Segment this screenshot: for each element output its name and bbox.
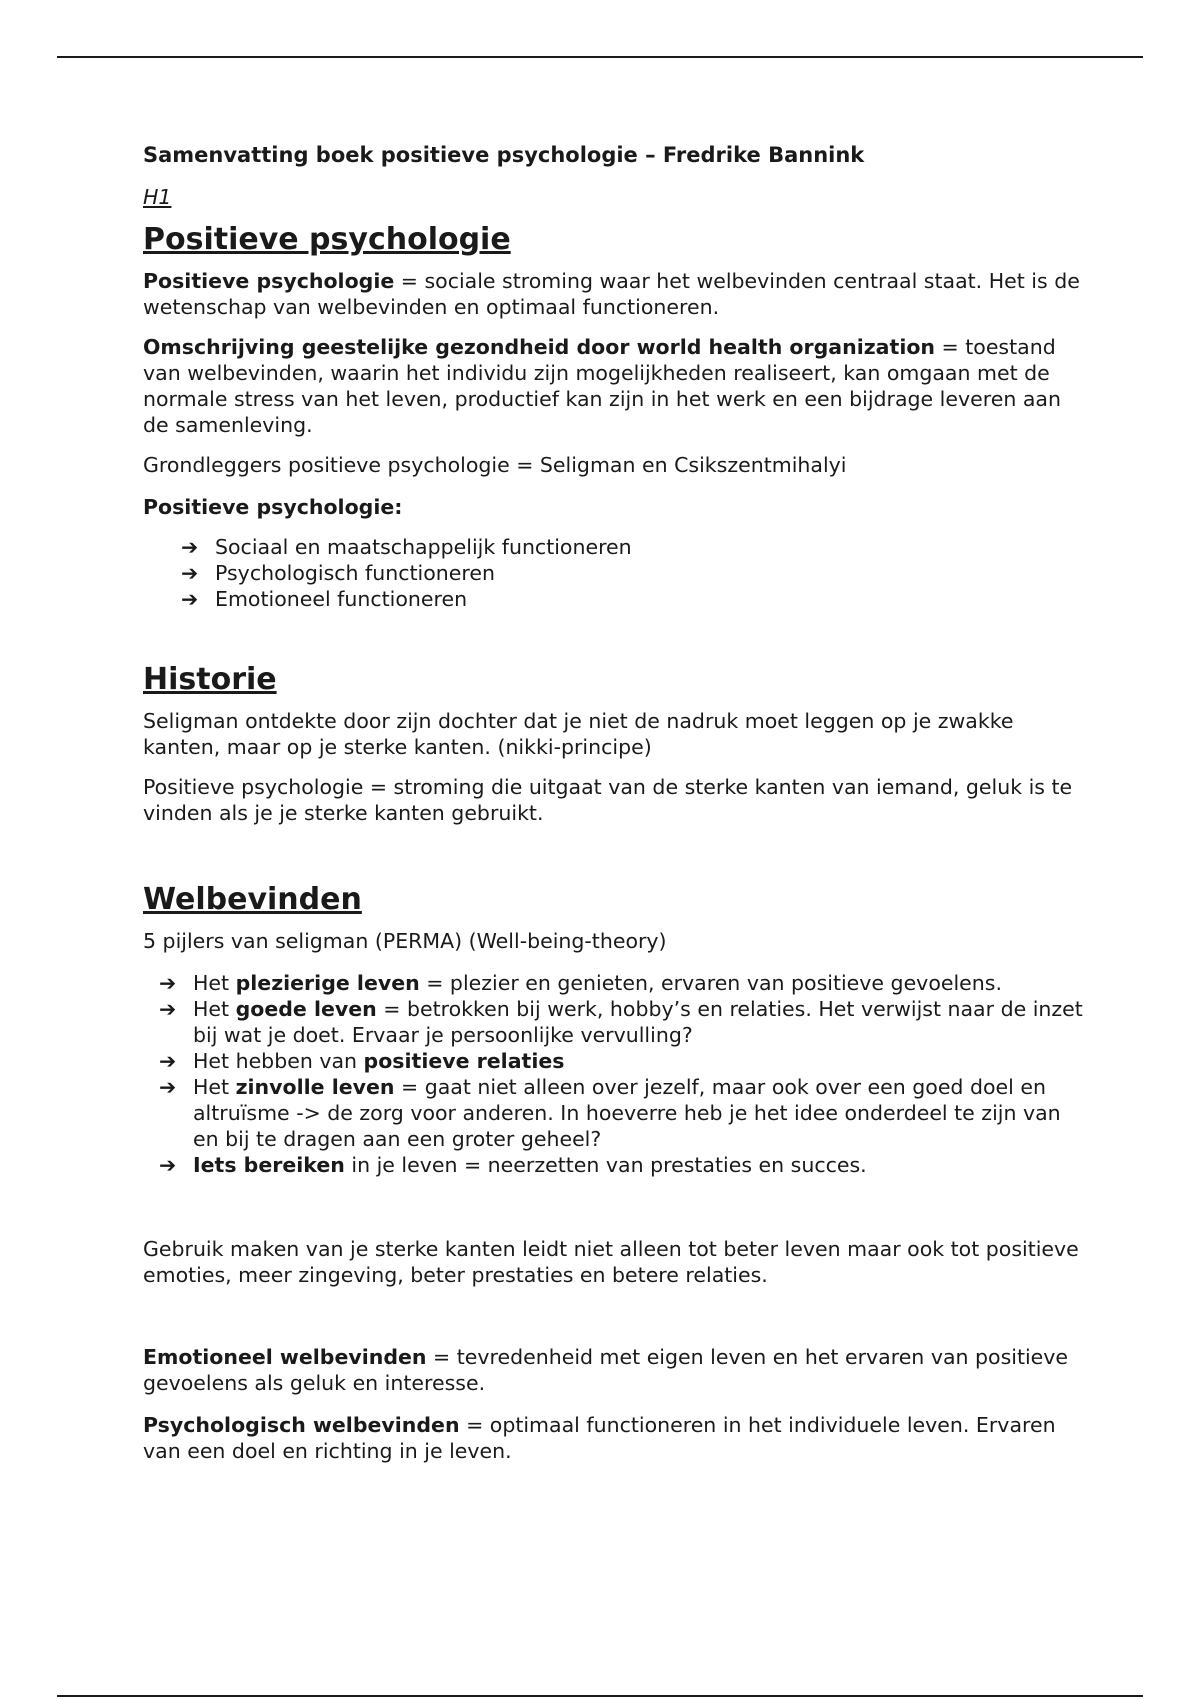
arrow-icon: ➔: [159, 997, 177, 1021]
arrow-icon: ➔: [181, 535, 199, 559]
strengths-paragraph: Gebruik maken van je sterke kanten leidt niet alleen tot beter leven maar ook tot positieve emoties, meer zingeving, beter prestaties en betere relaties.: [143, 1237, 1079, 1287]
historie-paragraph-1: Seligman ontdekte door zijn dochter dat je niet de nadruk moet leggen op je zwakke kanten, maar op je sterke kanten. (nikki-principe): [143, 709, 1014, 759]
list-title: Positieve psychologie:: [143, 495, 403, 519]
definition-emotioneel: [143, 1344, 1083, 1396]
arrow-icon: ➔: [181, 587, 199, 611]
definition-psychologisch: [143, 1412, 1083, 1464]
term: Positieve psychologie: [143, 269, 395, 293]
arrow-icon: ➔: [159, 1153, 177, 1177]
list-item: ➔ Iets bereiken in je leven = neerzetten van prestaties en succes.: [159, 1153, 867, 1177]
document-body: [143, 140, 1083, 1464]
heading-positieve-psychologie: Positieve psychologie: [143, 222, 511, 257]
arrow-icon: ➔: [159, 1049, 177, 1073]
document-title: Samenvatting boek positieve psychologie – Fredrike Bannink: [143, 143, 865, 167]
footer-rule: [57, 1695, 1143, 1697]
list-item: ➔ Psychologisch functioneren: [181, 561, 495, 585]
perma-list: [143, 970, 1083, 1178]
term: Omschrijving geestelijke gezondheid door world health organization: [143, 335, 936, 359]
definition-who: [143, 334, 1083, 438]
list-item: ➔ Sociaal en maatschappelijk functioneren: [181, 535, 632, 559]
term: Emotioneel welbevinden: [143, 1345, 427, 1369]
definition-positieve-psychologie: [143, 268, 1083, 320]
list-item: ➔ Het plezierige leven = plezier en genieten, ervaren van positieve gevoelens.: [159, 971, 1002, 995]
functioning-list: [143, 534, 1083, 612]
perma-intro: 5 pijlers van seligman (PERMA) (Well-being-theory): [143, 929, 667, 953]
list-item: ➔ Het goede leven = betrokken bij werk, hobby’s en relaties. Het verwijst naar de inzet bij wat je doet. Ervaar je persoonlijke vervulling?: [159, 997, 1083, 1047]
definition-text: = sociale stroming waar het welbevinden centraal staat. Het is de wetenschap van welbevinden en optimaal functioneren.: [143, 269, 1080, 319]
chapter-label: H1: [143, 185, 172, 209]
founders-line: Grondleggers positieve psychologie = Seligman en Csikszentmihalyi: [143, 453, 847, 477]
definition-text: = optimaal functioneren in het individuele leven. Ervaren van een doel en richting in je leven.: [143, 1413, 1056, 1463]
arrow-icon: ➔: [159, 971, 177, 995]
definition-text: = toestand van welbevinden, waarin het individu zijn mogelijkheden realiseert, kan omgaan met de normale stress van het leven, productief kan zijn in het werk en een bijdrage leveren aan de samenleving.: [143, 335, 1061, 437]
definition-text: = tevredenheid met eigen leven en het ervaren van positieve gevoelens als geluk en interesse.: [143, 1345, 1069, 1395]
list-item: ➔ Het hebben van positieve relaties: [159, 1049, 565, 1073]
historie-paragraph-2: Positieve psychologie = stroming die uitgaat van de sterke kanten van iemand, geluk is te vinden als je je sterke kanten gebruikt.: [143, 775, 1073, 825]
list-item: ➔ Emotioneel functioneren: [181, 587, 468, 611]
heading-historie: Historie: [143, 662, 277, 697]
arrow-icon: ➔: [181, 561, 199, 585]
header-rule: [57, 56, 1143, 58]
arrow-icon: ➔: [159, 1075, 177, 1099]
list-item: ➔ Het zinvolle leven = gaat niet alleen over jezelf, maar ook over een goed doel en altruïsme -> de zorg voor anderen. In hoeverre heb je het idee onderdeel te zijn van en bij te dragen aan een groter geheel?: [159, 1075, 1061, 1151]
term: Psychologisch welbevinden: [143, 1413, 460, 1437]
heading-welbevinden: Welbevinden: [143, 882, 362, 917]
